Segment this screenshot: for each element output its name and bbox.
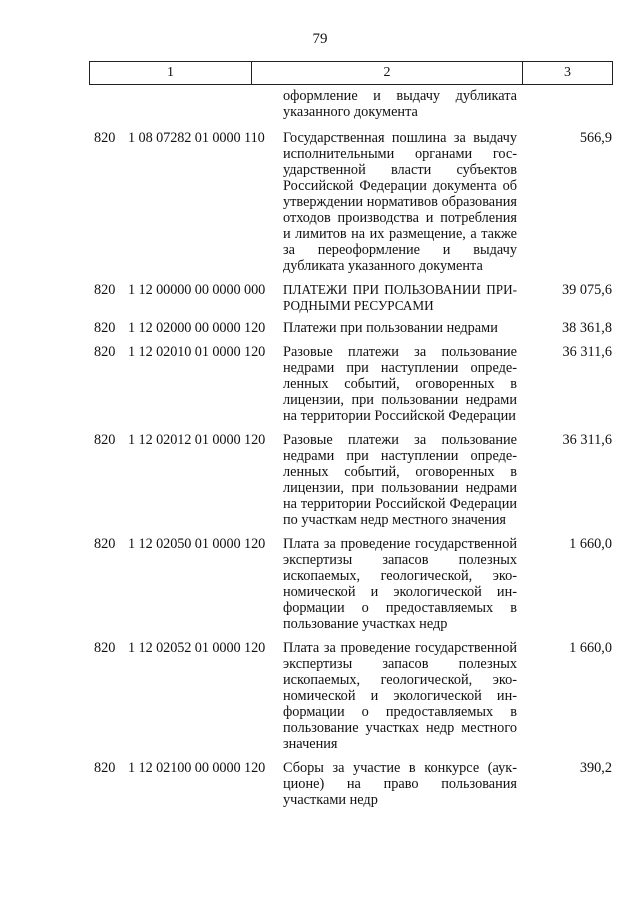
budget-code-cell: 1 12 02050 01 0000 120 <box>128 536 266 552</box>
description-cell: Плата за проведение государственной экспертизы запасов полезных ископаемых, геологической, экономической и экологической информации о предоставляемых в пользование участках недр местного значения <box>283 640 517 752</box>
amount-cell: 390,2 <box>579 760 612 776</box>
admin-code-cell: 820 <box>94 282 116 298</box>
admin-code-cell: 820 <box>94 640 116 656</box>
admin-code-cell: 820 <box>94 320 116 336</box>
page-number: 79 <box>312 31 328 47</box>
description-cell: Разовые платежи за пользование недрами при наступлении определенных событий, оговоренных в лицензии, при пользовании недрами на территории Российской Федерации по участкам недр местного значения <box>283 432 517 528</box>
description-cell: Сборы за участие в конкурсе (аукционе) на право пользования участками недр <box>283 760 517 808</box>
budget-code-cell: 1 12 02010 01 0000 120 <box>128 344 266 360</box>
table-row <box>0 130 640 274</box>
description-cell: ПЛАТЕЖИ ПРИ ПОЛЬЗОВАНИИ ПРИРОДНЫМИ РЕСУРСАМИ <box>283 282 517 313</box>
table-row <box>0 344 640 424</box>
table-row <box>0 320 640 336</box>
description-cell: Платежи при пользовании недрами <box>283 320 498 336</box>
description-cell: Разовые платежи за пользование недрами при наступлении определенных событий, оговоренных в лицензии, при пользовании недрами на территории Российской Федерации <box>283 344 517 424</box>
budget-code-cell: 1 12 00000 00 0000 000 <box>128 282 266 298</box>
description-cell: Плата за проведение государственной экспертизы запасов полезных ископаемых, геологической, экономической и экологической информации о предоставляемых в пользование участках недр <box>283 536 517 632</box>
budget-code-cell: 1 12 02100 00 0000 120 <box>128 760 266 776</box>
amount-cell: 1 660,0 <box>569 536 612 552</box>
column-header-2: 2 <box>252 62 523 85</box>
budget-code-cell: 1 12 02012 01 0000 120 <box>128 432 266 448</box>
budget-code-cell: 1 12 02052 01 0000 120 <box>128 640 266 656</box>
amount-cell: 36 311,6 <box>562 432 612 448</box>
amount-cell: 36 311,6 <box>562 344 612 360</box>
amount-cell: 39 075,6 <box>561 282 612 298</box>
table-row <box>0 640 640 752</box>
description-cell: Государственная пошлина за выдачу исполнительными органами государственной власти субъектов Российской Федерации документа об утверждении нормативов образования отходов производства и потребления и лимитов на их размещение, а также за переоформление и выдачу дубликата указанного документа <box>283 130 517 274</box>
table-row <box>0 432 640 528</box>
table-body <box>0 88 640 808</box>
admin-code-cell: 820 <box>94 130 116 146</box>
admin-code-cell: 820 <box>94 432 116 448</box>
table-row <box>0 88 640 120</box>
amount-cell: 1 660,0 <box>569 640 612 656</box>
admin-code-cell: 820 <box>94 760 116 776</box>
table-row <box>0 282 640 314</box>
admin-code-cell: 820 <box>94 536 116 552</box>
column-header-table <box>89 61 613 85</box>
admin-code-cell: 820 <box>94 344 116 360</box>
table-row <box>0 536 640 632</box>
column-header-3: 3 <box>523 62 613 85</box>
column-header-1: 1 <box>90 62 252 85</box>
budget-code-cell: 1 08 07282 01 0000 110 <box>128 130 265 146</box>
budget-code-cell: 1 12 02000 00 0000 120 <box>128 320 266 336</box>
amount-cell: 38 361,8 <box>561 320 612 336</box>
table-row <box>0 760 640 808</box>
description-cell: оформление и выдачу дубликата указанного документа <box>283 88 517 120</box>
amount-cell: 566,9 <box>579 130 612 146</box>
